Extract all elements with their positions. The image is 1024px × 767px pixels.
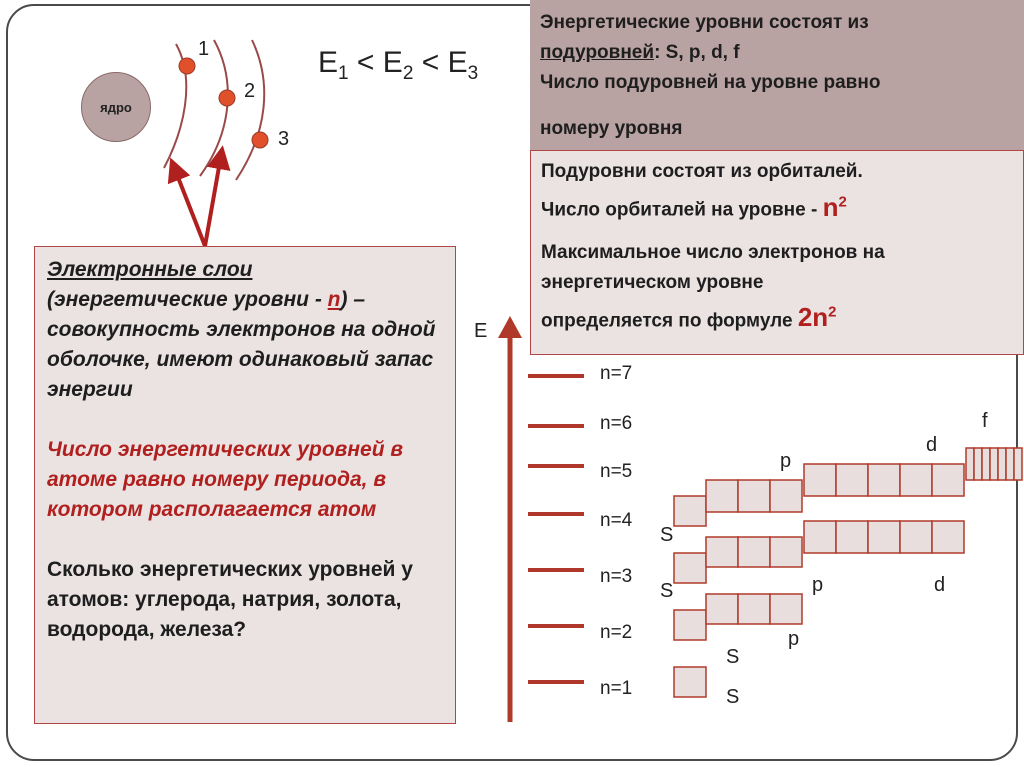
two-n-squared: $2n^2$ [797,302,837,333]
electron-dot [252,132,268,148]
orbital-cell-4d [868,464,900,496]
layers-title: Электронные слои [47,258,253,281]
orbital-cell-4d [932,464,964,496]
orbital-cell-4f [990,448,998,480]
orbital-cell-4f [966,448,974,480]
nucleus [81,72,151,142]
nucleus-label: ядро [100,99,132,115]
orbital-cell-3p [738,537,770,567]
orbitals-line-2: Число орбиталей на уровне - $n^2$ [541,191,847,222]
energy-axis-label: E [474,320,488,342]
shell-number-3: 3 [278,128,290,150]
orbital-cell-3s [674,553,706,583]
orbital-cell-3d [932,521,964,553]
orbital-cell-4d [804,464,836,496]
energy-axis-arrowhead [498,316,522,338]
orbital-cell-2p [770,594,802,624]
level-label-n3: n=3 [600,566,633,587]
layers-definition: (энергетические уровни - n) – совокупность электронов на одной оболочке, имеют одинаковый запас энергии [47,288,436,401]
level-label-n1: n=1 [600,678,633,699]
orbital-cell-4f [1006,448,1014,480]
sublevels-line-2: подуровней: S, p, d, f [540,42,740,63]
sublevels-line-3: Число подуровней на уровне равно [540,72,881,93]
sublevel-label-1s: S [726,686,740,708]
sublevels-line-4: номеру уровня [540,118,683,139]
orbital-cell-4d [900,464,932,496]
orbital-cell-4d [836,464,868,496]
energy-order-formula: $E_1 < E_2 < E_3$ [318,46,479,84]
levels-question: Сколько энергетических уровней у атомов: углерода, натрия, золота, водорода, железа? [47,558,413,641]
sublevels-box [530,0,1024,150]
orbitals-line-3: Максимальное число электронов на энергетическом уровне [541,241,885,293]
electron-dot [219,90,235,106]
orbital-cell-2s [674,610,706,640]
orbital-cell-3d [900,521,932,553]
orbital-cell-3p [706,537,738,567]
level-label-n2: n=2 [600,622,633,643]
orbital-cell-3d [804,521,836,553]
orbital-cell-2p [738,594,770,624]
orbital-cell-1s [674,667,706,697]
orbital-cell-4f [998,448,1006,480]
sublevel-label-4f: f [982,410,988,432]
sublevel-label-2s: S [726,646,740,668]
shell-arc-3 [236,40,264,180]
orbital-cell-4p [738,480,770,512]
levels-rule: Число энергетических уровней в атоме равно номеру периода, в котором располагается атом [47,438,404,521]
electron-layers-box [34,246,456,724]
level-label-n6: n=6 [600,413,633,434]
orbital-cell-3d [868,521,900,553]
sublevel-label-4p: p [780,450,792,472]
sublevel-label-3s: S [660,580,674,602]
sublevel-label-2p: p [788,628,800,650]
level-label-n5: n=5 [600,461,633,482]
sublevels-line-1: Энергетические уровни состоят из [540,12,869,33]
level-label-n4: n=4 [600,510,633,531]
orbitals-line-4: определяется по формуле $2n^2$ [541,302,837,333]
orbital-cell-3p [770,537,802,567]
sublevel-label-4s: S [660,524,674,546]
sublevel-label-4d: d [926,434,938,456]
level-label-n7: n=7 [600,363,633,384]
shell-number-1: 1 [198,38,210,60]
orbital-cell-2p [706,594,738,624]
orbital-cell-4f [974,448,982,480]
orbital-cell-4f [982,448,990,480]
orbital-cell-4p [706,480,738,512]
orbital-cell-4f [1014,448,1022,480]
shell-number-2: 2 [244,80,256,102]
sublevel-label-3p: p [812,574,824,596]
n-squared: $n^2$ [822,191,847,222]
electron-dot [179,58,195,74]
sublevel-label-3d: d [934,574,946,596]
level-lines [528,376,584,682]
orbital-cell-4p [770,480,802,512]
orbitals-line-1: Подуровни состоят из орбиталей. [541,161,863,182]
orbital-cell-4s [674,496,706,526]
orbitals-box [530,150,1024,355]
orbital-cell-3d [836,521,868,553]
